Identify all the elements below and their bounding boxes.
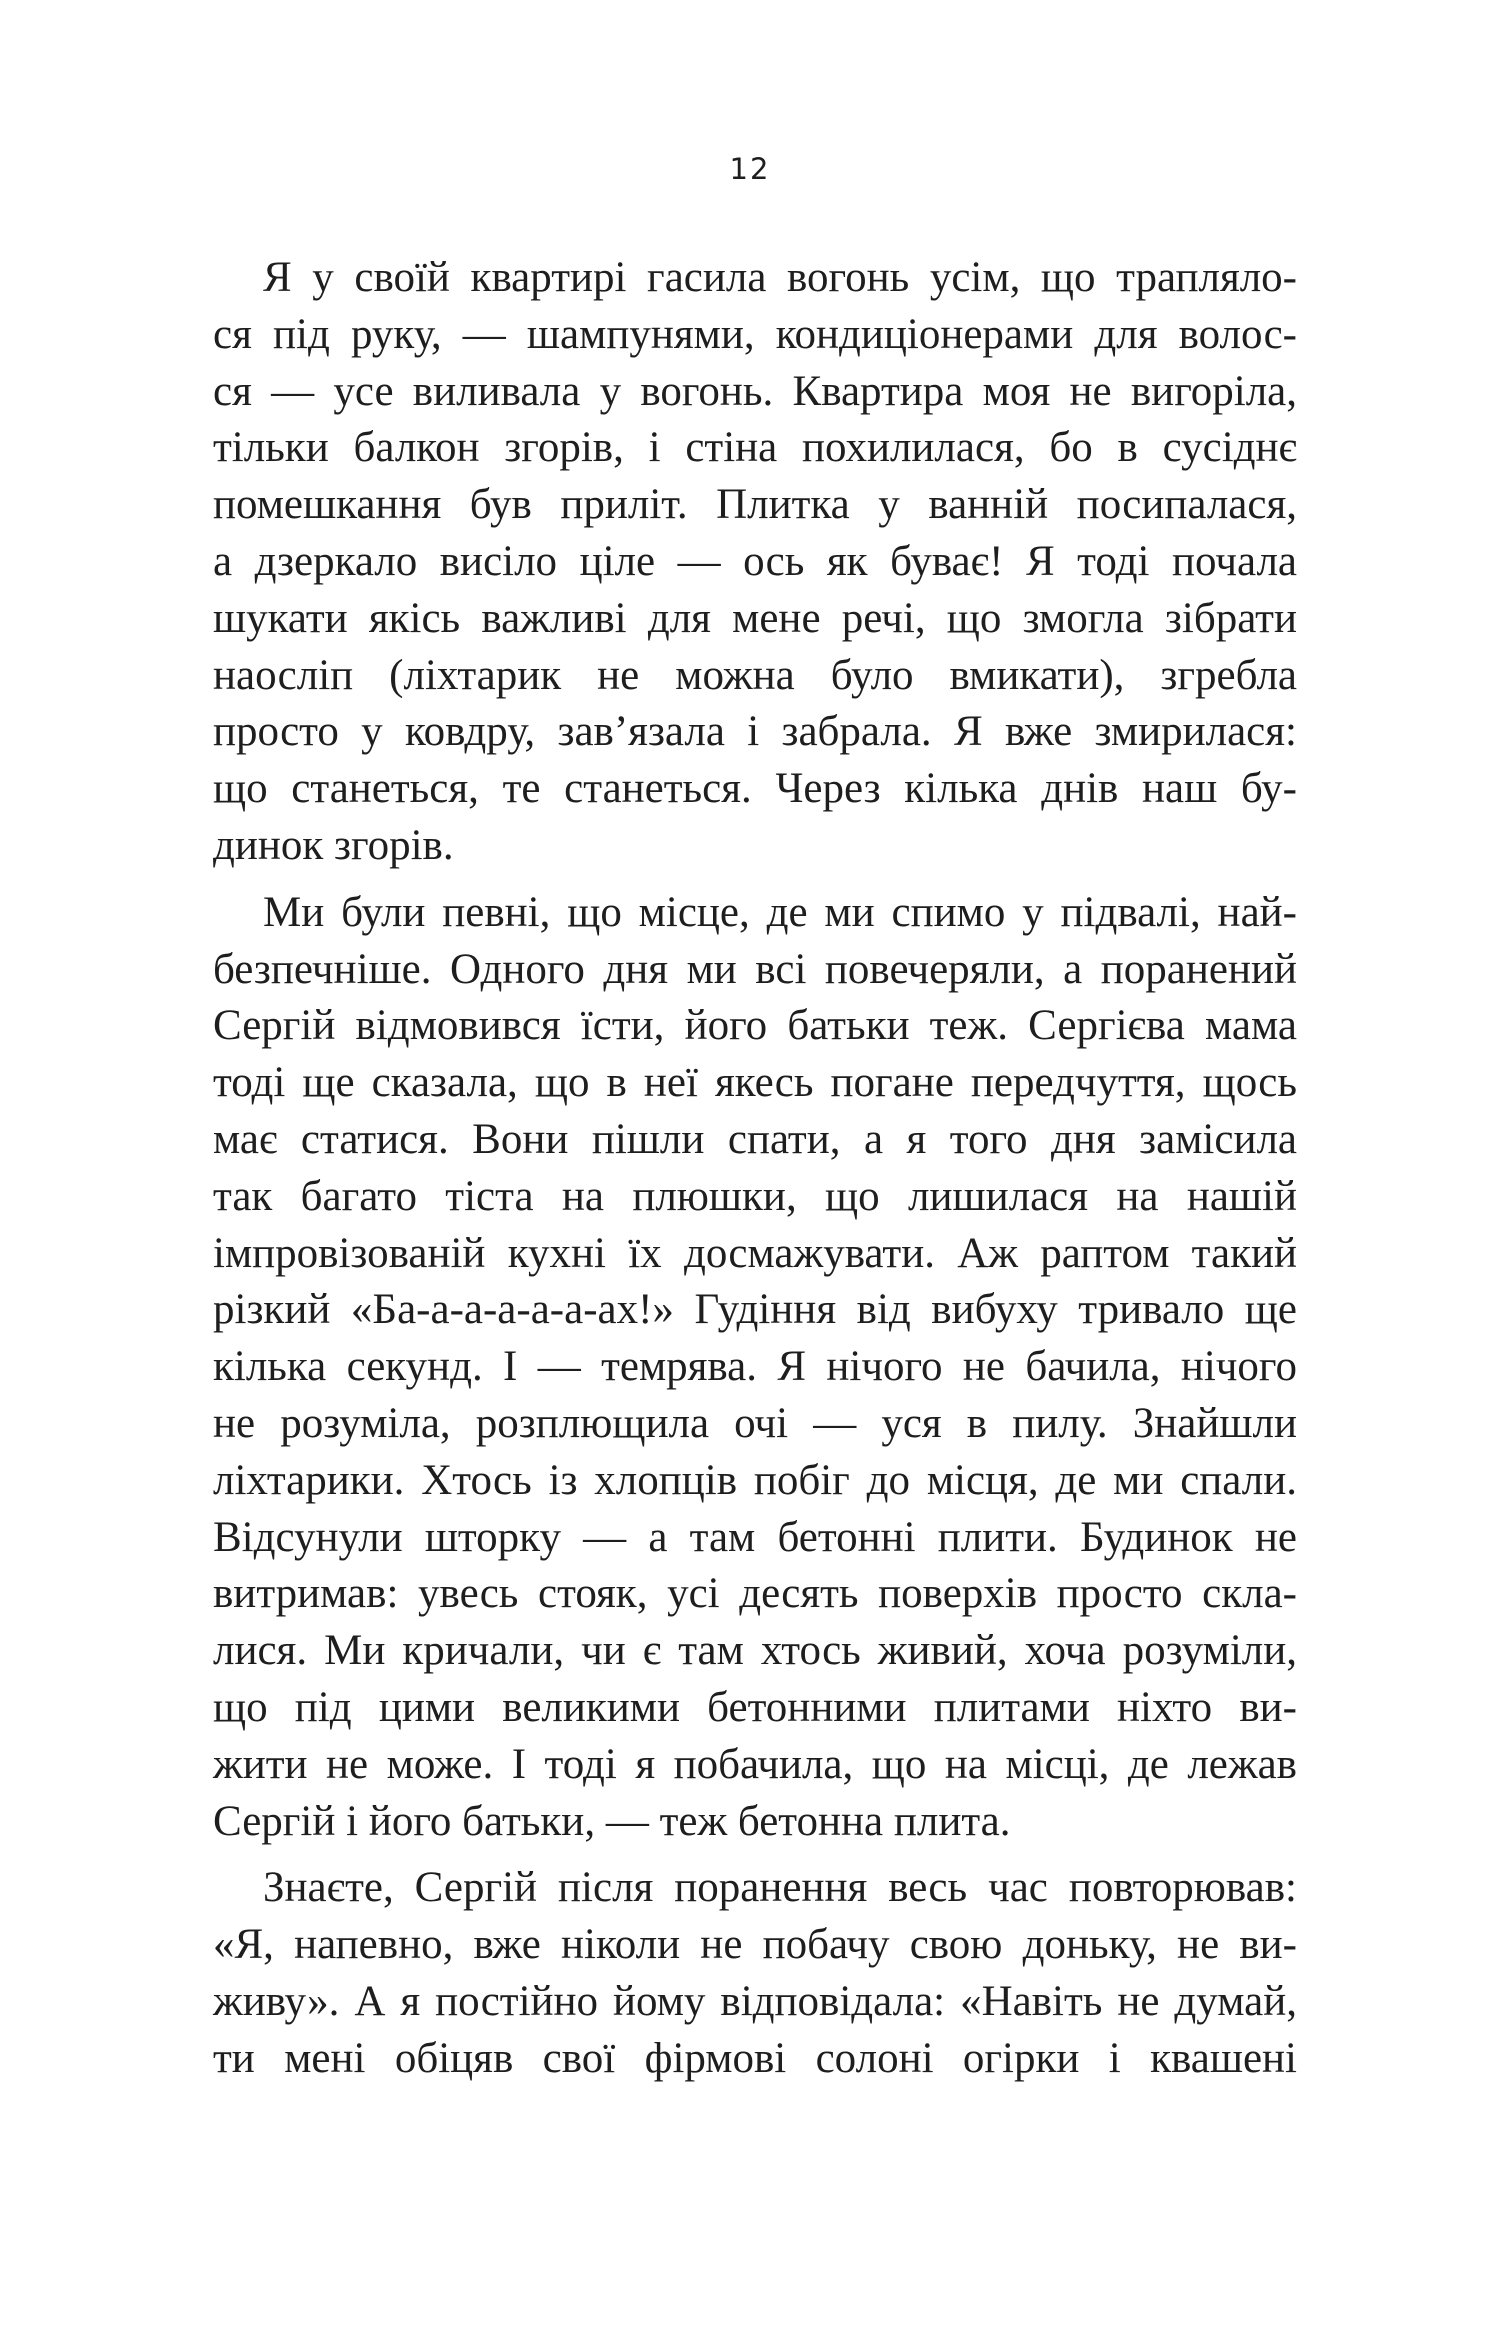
text-line: живу». А я постійно йому відповідала: «Навіть не думай, <box>213 1977 1297 2025</box>
paragraph-gap <box>213 875 1297 885</box>
text-line: «Я, напевно, вже ніколи не побачу свою доньку, не ви- <box>213 1921 1297 1969</box>
text-line: помешкання був приліт. Плитка у ванній посипалася, <box>213 481 1297 529</box>
text-line: що під цими великими бетонними плитами ніхто ви- <box>213 1683 1297 1731</box>
text-line: безпечніше. Одного дня ми всі повечеряли, а поранений <box>213 945 1297 993</box>
paragraph <box>213 1860 1297 2087</box>
paragraph <box>213 885 1297 1851</box>
text-line: наосліп (ліхтарик не можна було вмикати), згребла <box>213 651 1297 699</box>
text-line: просто у ковдру, зав’язала і забрала. Я вже змирилася: <box>213 708 1297 756</box>
text-line: має статися. Вони пішли спати, а я того дня замісила <box>213 1115 1297 1163</box>
paragraph <box>213 250 1297 875</box>
text-line: ліхтарики. Хтось із хлопців побіг до місця, де ми спали. <box>213 1456 1297 1504</box>
page-number: 12 <box>729 152 771 186</box>
text-line: шукати якісь важливі для мене речі, що змогла зібрати <box>213 594 1297 642</box>
text-line: не розуміла, розплющила очі — уся в пилу. Знайшли <box>213 1399 1297 1447</box>
text-line: Відсунули шторку — а там бетонні плити. Будинок не <box>213 1513 1297 1561</box>
paragraph-gap <box>213 1850 1297 1860</box>
text-line: ся під руку, — шампунями, кондиціонерами для волос- <box>213 310 1297 358</box>
body-text <box>213 250 1297 2088</box>
text-line: Сергій і його батьки, — теж бетонна плита. <box>213 1797 1011 1845</box>
text-line: Ми були певні, що місце, де ми спимо у підвалі, най- <box>263 888 1297 936</box>
text-line: витримав: увесь стояк, усі десять поверхів просто скла- <box>213 1570 1297 1618</box>
text-line: жити не може. І тоді я побачила, що на місці, де лежав <box>213 1740 1297 1788</box>
text-line: ти мені обіцяв свої фірмові солоні огірки і квашені <box>213 2034 1297 2082</box>
text-line: тоді ще сказала, що в неї якесь погане передчуття, щось <box>213 1059 1297 1107</box>
text-line: ся — усе виливала у вогонь. Квартира моя не вигоріла, <box>213 367 1297 415</box>
text-line: а дзеркало висіло ціле — ось як буває! Я тоді почала <box>213 537 1297 585</box>
text-line: імпровізованій кухні їх досмажувати. Аж раптом такий <box>213 1229 1297 1277</box>
text-line: різкий «Ба-а-а-а-а-а-ах!» Гудіння від вибуху тривало ще <box>213 1286 1297 1334</box>
text-line: динок згорів. <box>213 821 454 869</box>
text-line: Знаєте, Сергій після поранення весь час повторював: <box>263 1864 1297 1912</box>
text-line: лися. Ми кричали, чи є там хтось живий, хоча розуміли, <box>213 1627 1297 1675</box>
text-line: тільки балкон згорів, і стіна похилилася, бо в сусіднє <box>213 424 1297 472</box>
text-line: так багато тіста на плюшки, що лишилася на нашій <box>213 1172 1297 1220</box>
text-line: Сергій відмовився їсти, його батьки теж. Сергієва мама <box>213 1002 1297 1050</box>
text-line: кілька секунд. І — темрява. Я нічого не бачила, нічого <box>213 1343 1297 1391</box>
text-line: Я у своїй квартирі гасила вогонь усім, що трапляло- <box>263 254 1297 301</box>
text-line: що станеться, те станеться. Через кілька днів наш бу- <box>213 765 1297 813</box>
